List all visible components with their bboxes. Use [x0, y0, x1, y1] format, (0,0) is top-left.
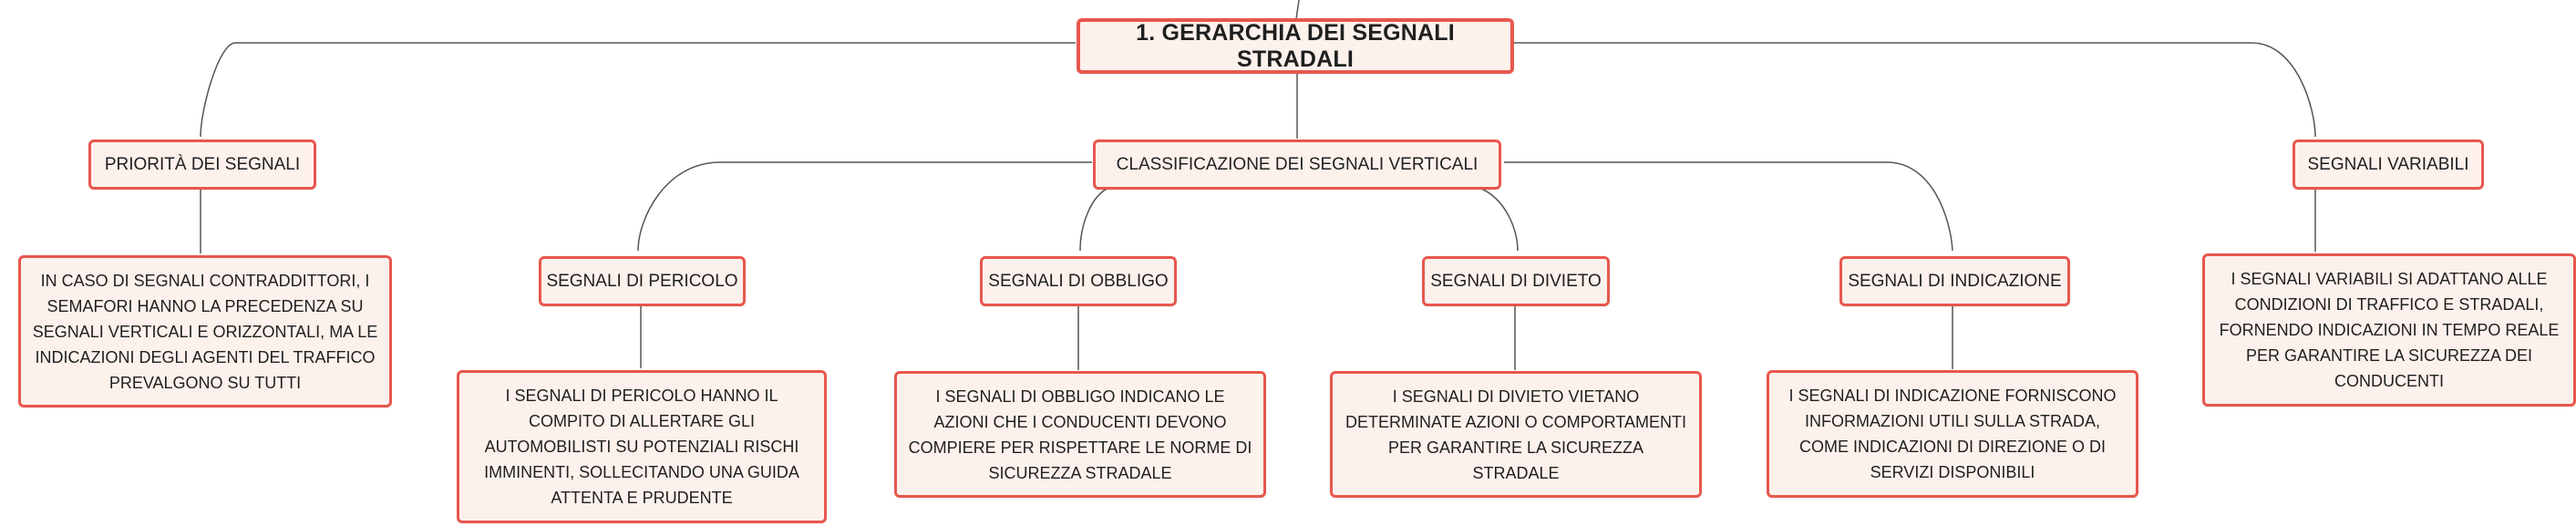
topic-variabili[interactable]	[2293, 139, 2484, 190]
topic-variabili-label: SEGNALI VARIABILI	[2307, 154, 2469, 174]
detail-priorita[interactable]	[18, 255, 392, 407]
connector-center-obbligo	[1080, 187, 1110, 251]
topic-obbligo[interactable]	[980, 256, 1177, 306]
root-node[interactable]	[1077, 18, 1514, 74]
detail-variabili[interactable]	[2202, 253, 2576, 407]
topic-pericolo[interactable]	[539, 256, 746, 306]
detail-variabili-text: I SEGNALI VARIABILI SI ADATTANO ALLE CONDIZIONI DI TRAFFICO E STRADALI, FORNENDO INDICAZIONI IN TEMPO REALE PER GARANTIRE LA SICUREZZA DEI CONDUCENTI	[2219, 270, 2560, 390]
topic-divieto[interactable]	[1422, 256, 1610, 306]
root-label: 1. GERARCHIA DEI SEGNALI STRADALI	[1136, 19, 1455, 72]
detail-obbligo[interactable]	[894, 371, 1266, 498]
topic-priorita-label: PRIORITÀ DEI SEGNALI	[104, 154, 301, 174]
topic-indicazione[interactable]	[1839, 256, 2070, 306]
topic-pericolo-label: SEGNALI DI PERICOLO	[546, 271, 738, 291]
topic-priorita[interactable]	[88, 139, 316, 190]
connector-center-pericolo	[638, 162, 1092, 251]
detail-priorita-text: IN CASO DI SEGNALI CONTRADDITTORI, I SEMAFORI HANNO LA PRECEDENZA SU SEGNALI VERTICALI E ORIZZONTALI, MA LE INDICAZIONI DEGLI AGENTI DEL TRAFFICO PREVALGONO SU TUTTI	[32, 271, 378, 392]
topic-divieto-label: SEGNALI DI DIVIETO	[1430, 271, 1602, 291]
topic-classificazione[interactable]	[1093, 139, 1501, 190]
detail-obbligo-text: I SEGNALI DI OBBLIGO INDICANO LE AZIONI CHE I CONDUCENTI DEVONO COMPIERE PER RISPETTARE LE NORME DI SICUREZZA STRADALE	[908, 387, 1252, 482]
connector-center-indicazione	[1504, 162, 1953, 251]
detail-indicazione[interactable]	[1767, 370, 2138, 498]
topic-indicazione-label: SEGNALI DI INDICAZIONE	[1848, 271, 2062, 291]
detail-pericolo[interactable]	[457, 370, 827, 523]
detail-divieto-text: I SEGNALI DI DIVIETO VIETANO DETERMINATE AZIONI O COMPORTAMENTI PER GARANTIRE LA SICUREZZA STRADALE	[1345, 387, 1687, 482]
connector-root-left	[201, 43, 1076, 137]
detail-pericolo-text: I SEGNALI DI PERICOLO HANNO IL COMPITO DI ALLERTARE GLI AUTOMOBILISTI SU POTENZIALI RISCHI IMMINENTI, SOLLECITANDO UNA GUIDA ATTENTA E PRUDENTE	[484, 387, 799, 507]
detail-divieto[interactable]	[1330, 371, 1702, 498]
detail-indicazione-text: I SEGNALI DI INDICAZIONE FORNISCONO INFORMAZIONI UTILI SULLA STRADA, COME INDICAZIONI DI DIREZIONE O DI SERVIZI DISPONIBILI	[1788, 387, 2117, 481]
connector-center-divieto	[1477, 187, 1518, 251]
topic-classificazione-label: CLASSIFICAZIONE DEI SEGNALI VERTICALI	[1116, 154, 1479, 174]
topic-obbligo-label: SEGNALI DI OBBLIGO	[988, 271, 1169, 291]
connector-root-right	[1513, 43, 2315, 137]
